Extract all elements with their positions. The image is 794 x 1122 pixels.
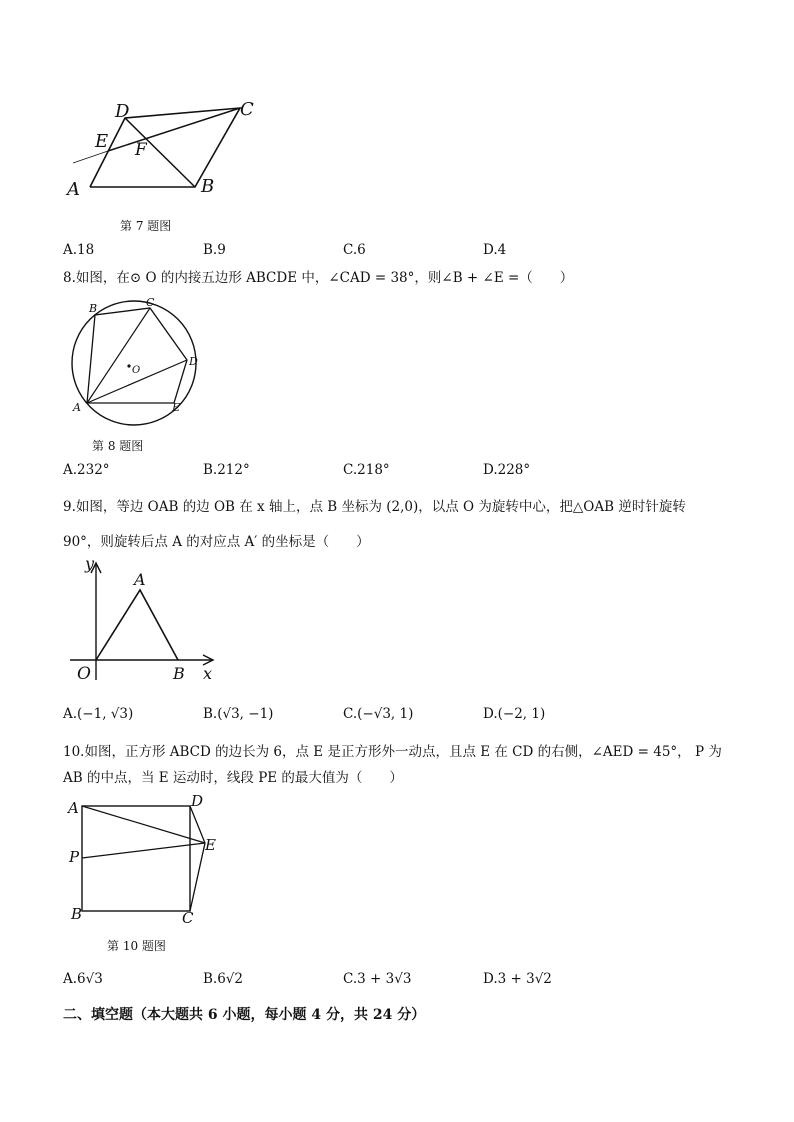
- q7-option-d: D.4: [483, 242, 507, 258]
- q7-label-c: C: [240, 99, 254, 120]
- q7-label-e: E: [95, 131, 109, 152]
- q9-option-d: D.(−2, 1): [483, 706, 546, 722]
- q9-stem-line2: 90°，则旋转后点 A 的对应点 A′ 的坐标是（ ）: [63, 534, 370, 550]
- q9-option-b: B.(√3, −1): [203, 706, 274, 722]
- q10-option-b: B.6√2: [203, 971, 243, 987]
- q8-label-c: C: [146, 296, 155, 309]
- q9-option-a: A.(−1, √3): [63, 706, 134, 722]
- q7-label-d: D: [115, 101, 130, 122]
- q9-label-x: x: [203, 664, 213, 683]
- q8-label-e: E: [172, 401, 181, 414]
- q9-figure: [65, 555, 225, 685]
- q8-caption: 第 8 题图: [92, 439, 144, 453]
- q10-stem-line1: 10.如图，正方形 ABCD 的边长为 6，点 E 是正方形外一动点，且点 E 在 CD 的右侧，∠AED = 45°， P 为: [63, 744, 722, 760]
- q9-label-b: B: [173, 664, 185, 683]
- q10-label-p: P: [69, 848, 80, 866]
- q7-caption: 第 7 题图: [120, 219, 172, 233]
- q10-option-c: C.3 + 3√3: [343, 971, 412, 987]
- q10-option-a: A.6√3: [63, 971, 103, 987]
- q8-option-b: B.212°: [203, 462, 250, 478]
- q9-stem-line1: 9.如图，等边 OAB 的边 OB 在 x 轴上，点 B 坐标为 (2,0)，以点 O 为旋转中心，把△OAB 逆时针旋转: [63, 499, 686, 515]
- q7-label-b: B: [201, 176, 215, 197]
- q8-label-b: B: [89, 302, 98, 315]
- q10-stem-line2: AB 的中点，当 E 运动时，线段 PE 的最大值为（ ）: [63, 770, 403, 786]
- q7-label-a: A: [67, 179, 80, 200]
- q10-label-e: E: [205, 836, 216, 854]
- section2-heading: 二、填空题（本大题共 6 小题，每小题 4 分，共 24 分）: [63, 1007, 426, 1023]
- q10-option-d: D.3 + 3√2: [483, 971, 552, 987]
- q9-label-y: y: [85, 555, 95, 573]
- q10-label-a: A: [68, 799, 79, 817]
- q10-caption: 第 10 题图: [107, 939, 166, 953]
- q8-label-o: O: [132, 365, 141, 376]
- q8-option-d: D.228°: [483, 462, 531, 478]
- q10-label-b: B: [71, 905, 83, 923]
- q9-option-c: C.(−√3, 1): [343, 706, 414, 722]
- q7-figure: [60, 95, 270, 205]
- q7-option-a: A.18: [63, 242, 95, 258]
- q10-label-d: D: [191, 795, 204, 810]
- q7-option-c: C.6: [343, 242, 366, 258]
- q7-label-f: F: [135, 140, 147, 160]
- q10-figure: [62, 795, 232, 930]
- q8-figure: [62, 295, 212, 427]
- q8-label-a: A: [73, 401, 81, 414]
- q8-label-d: D: [189, 355, 198, 368]
- q8-option-a: A.232°: [63, 462, 110, 478]
- q7-option-b: B.9: [203, 242, 226, 258]
- q8-option-c: C.218°: [343, 462, 390, 478]
- q9-label-o: O: [77, 664, 91, 684]
- q8-stem: 8.如图，在⊙ O 的内接五边形 ABCDE 中，∠CAD = 38°，则∠B + ∠E =（ ）: [63, 270, 574, 286]
- q10-label-c: C: [182, 909, 194, 927]
- q9-label-a: A: [134, 570, 146, 589]
